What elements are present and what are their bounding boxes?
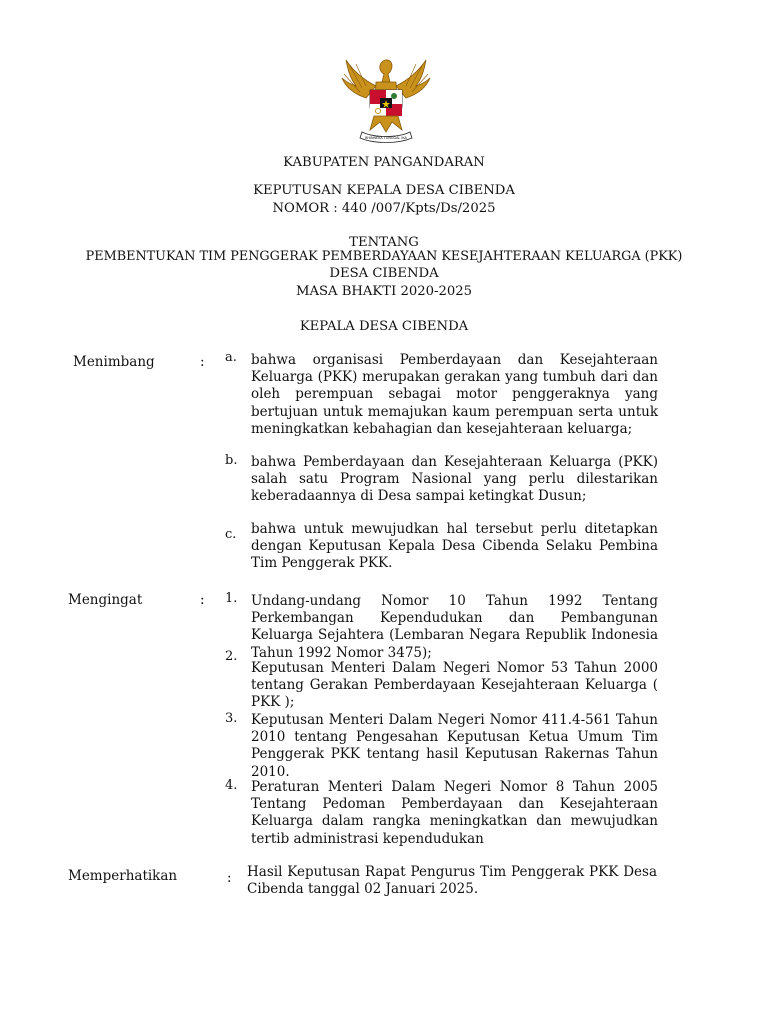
keputusan-title: KEPUTUSAN KEPALA DESA CIBENDA [253,183,515,198]
menimbang-label: Menimbang [73,354,155,370]
mengingat-item-4: Peraturan Menteri Dalam Negeri Nomor 8 Tahun 2005 Tentang Pedoman Pemberdayaan dan Kesejahteraan Keluarga dalam rangka meningkatkan dan mewujudkan tertib administrasi kependudukan [251,779,658,847]
menimbang-marker-a: a. [225,350,237,365]
nomor-line: NOMOR : 440 /007/Kpts/Ds/2025 [272,201,496,216]
menimbang-marker-b: b. [225,453,238,468]
mengingat-marker-4: 4. [225,778,238,793]
menimbang-colon: : [200,354,205,370]
subject-line-1: PEMBENTUKAN TIM PENGGERAK PEMBERDAYAAN KESEJAHTERAAN KELUARGA (PKK) [85,249,683,264]
shield-icon [370,90,402,120]
subject-line-2: DESA CIBENDA [329,266,439,281]
tentang-heading: TENTANG [349,235,419,250]
mengingat-label: Mengingat [68,592,143,608]
kabupaten-title: KABUPATEN PANGANDARAN [283,155,485,170]
mengingat-colon: : [200,592,205,608]
mengingat-marker-3: 3. [225,711,238,726]
motto-ribbon-icon [360,132,412,143]
menimbang-item-a: bahwa organisasi Pemberdayaan dan Kesejahteraan Keluarga (PKK) merupakan gerakan yang tumbuh dari dan oleh perempuan sebagai motor penggeraknya yang bertujuan untuk memajukan kaum perempuan serta untuk meningkatkan kebahagian dan kesejahteraan keluarga; [251,352,658,437]
memperhatikan-colon: : [227,870,232,886]
memperhatikan-label: Memperhatikan [68,868,178,884]
subject-line-3: MASA BHAKTI 2020-2025 [295,284,473,299]
mengingat-marker-2: 2. [225,649,238,664]
garuda-pancasila-emblem [340,56,432,144]
mengingat-item-1: Undang-undang Nomor 10 Tahun 1992 Tentang Perkembangan Kependudukan dan Pembangunan Keluarga Sejahtera (Lembaran Negara Republik Indonesia Tahun 1992 Nomor 3475); [251,593,658,661]
emblem-motto: BHINNEKA TUNGGAL IKA [365,136,407,140]
menimbang-item-b: bahwa Pemberdayaan dan Kesejahteraan Keluarga (PKK) salah satu Program Nasional yang perlu dilestarikan keberadaannya di Desa sampai ketingkat Dusun; [251,454,658,505]
mengingat-marker-1: 1. [225,591,238,606]
menimbang-marker-c: c. [225,527,237,542]
memperhatikan-text: Hasil Keputusan Rapat Pengurus Tim Penggerak PKK Desa Cibenda tanggal 02 Januari 2025. [247,864,657,898]
mengingat-item-2: Keputusan Menteri Dalam Negeri Nomor 53 Tahun 2000 tentang Gerakan Pemberdayaan Kesejahteraan Keluarga ( PKK ); [251,660,658,711]
kepala-desa-heading: KEPALA DESA CIBENDA [299,319,469,334]
garuda-head-icon [380,60,392,82]
mengingat-item-3: Keputusan Menteri Dalam Negeri Nomor 411.4-561 Tahun 2010 tentang Pengesahan Keputusan Ketua Umum Tim Penggerak PKK tentang hasil Keputusan Rakernas Tahun 2010. [251,712,658,780]
menimbang-item-c: bahwa untuk mewujudkan hal tersebut perlu ditetapkan dengan Keputusan Kepala Desa Cibenda Selaku Pembina Tim Penggerak PKK. [251,521,658,572]
